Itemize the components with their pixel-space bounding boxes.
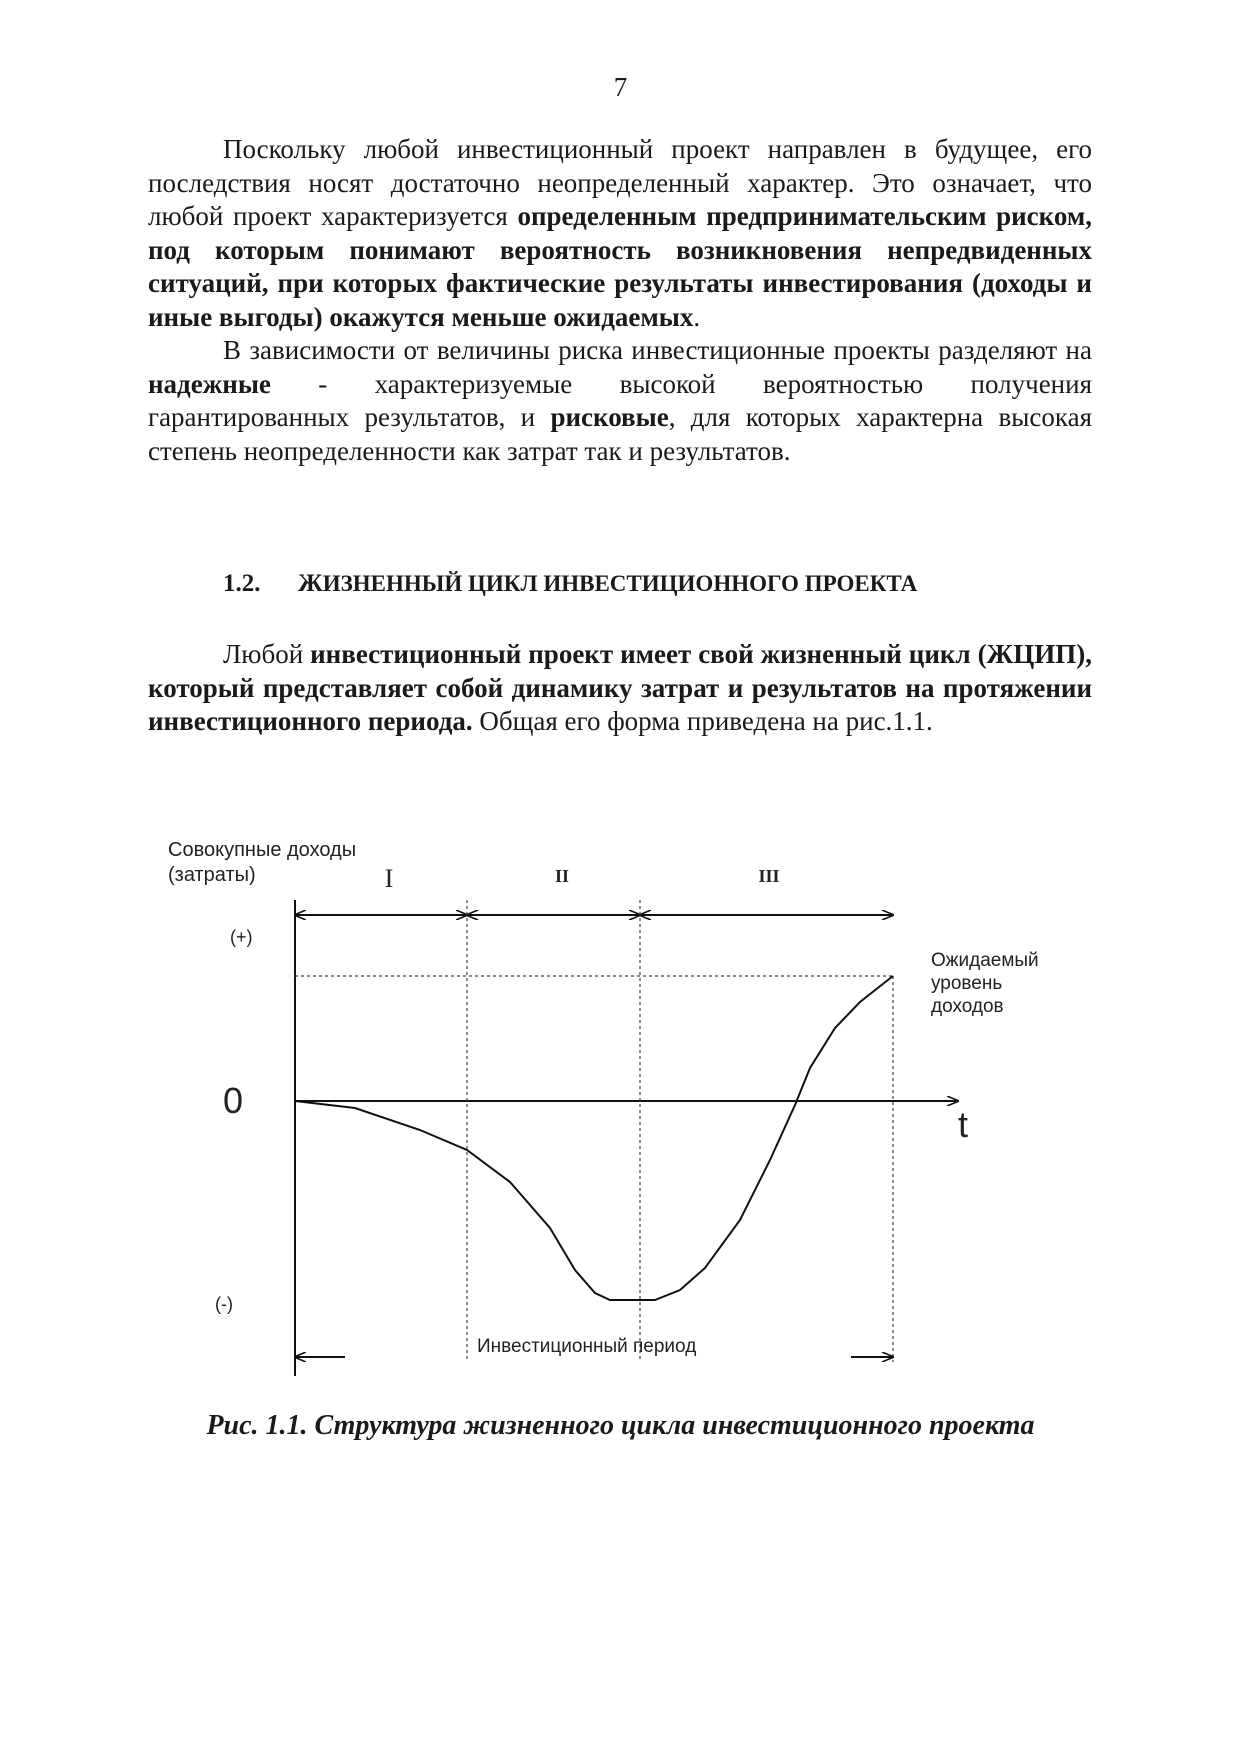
page-number: 7: [613, 72, 628, 102]
paragraph-types-bold-reliable: надежные: [148, 368, 271, 399]
section-heading: [223, 570, 917, 598]
expected-level-line3: доходов: [931, 996, 1004, 1017]
t-axis-label: t: [958, 1104, 969, 1145]
lifecycle-figure: [0, 820, 1241, 1380]
paragraph-lifecycle: [148, 638, 1092, 739]
paragraph-types-text-2: - характеризуемые высокой вероятностью получения гарантированных результатов, и: [148, 368, 1092, 432]
paragraph-risk-text-2: .: [693, 301, 701, 332]
paragraph-risk-bold: определенным предпринимательским риском, под которым понимают вероятность возникновения непредвиденных ситуаций, при которых фактические результаты инвестирования (доходы и иные выгоды) окажутся меньше ожидаемых: [148, 201, 1092, 332]
zero-label: 0: [223, 1080, 244, 1121]
paragraph-risk-text-1: Поскольку любой инвестиционный проект направлен в будущее, его последствия носят достаточно неопределенный характер. Это означает, что любой проект характеризуется: [148, 134, 1092, 231]
paragraph-lifecycle-text-1: Любой: [223, 639, 311, 669]
figure-caption: Рис. 1.1. Структура жизненного цикла инвестиционного проекта: [206, 1410, 1035, 1441]
paragraph-types-bold-risky: рисковые: [550, 402, 669, 432]
lifecycle-diagram: [0, 820, 1241, 1380]
paragraph-risk: [148, 133, 1092, 334]
plus-label: (+): [230, 927, 253, 947]
paragraph-lifecycle-text-2: Общая его форма приведена на рис.1.1.: [472, 706, 933, 736]
section-title-rest: ИЗНЕННЫЙ ЦИКЛ ИНВЕСТИЦИОННОГО ПРОЕКТА: [322, 571, 918, 596]
body-text-top: [148, 133, 1092, 468]
section-title-first-letter: Ж: [298, 570, 323, 597]
investment-period-label: Инвестиционный период: [477, 1336, 697, 1357]
paragraph-types-text-1: В зависимости от величины риска инвестиционные проекты разделяют на: [223, 335, 1092, 365]
section-number: 1.2.: [223, 570, 261, 597]
expected-level-line1: Ожидаемый: [931, 950, 1039, 971]
paragraph-types-text-3: , для которых характерна высокая степень неопределенности как затрат так и результатов.: [148, 402, 1092, 466]
minus-label: (-): [215, 1294, 233, 1314]
body-text-lifecycle: [148, 638, 1092, 739]
lifecycle-curve: [295, 976, 893, 1300]
phase-label-1: I: [384, 864, 394, 893]
phase-label-2: II: [554, 866, 570, 886]
paragraph-project-types: [148, 334, 1092, 468]
y-axis-label-line2: (затраты): [168, 864, 256, 886]
y-axis-label-line1: Совокупные доходы: [168, 839, 357, 861]
paragraph-lifecycle-bold: инвестиционный проект имеет свой жизненный цикл (ЖЦИП), который представляет собой динамику затрат и результатов на протяжении инвестиционного периода.: [148, 639, 1092, 736]
phase-label-3: III: [758, 866, 780, 886]
expected-level-line2: уровень: [931, 973, 1003, 994]
